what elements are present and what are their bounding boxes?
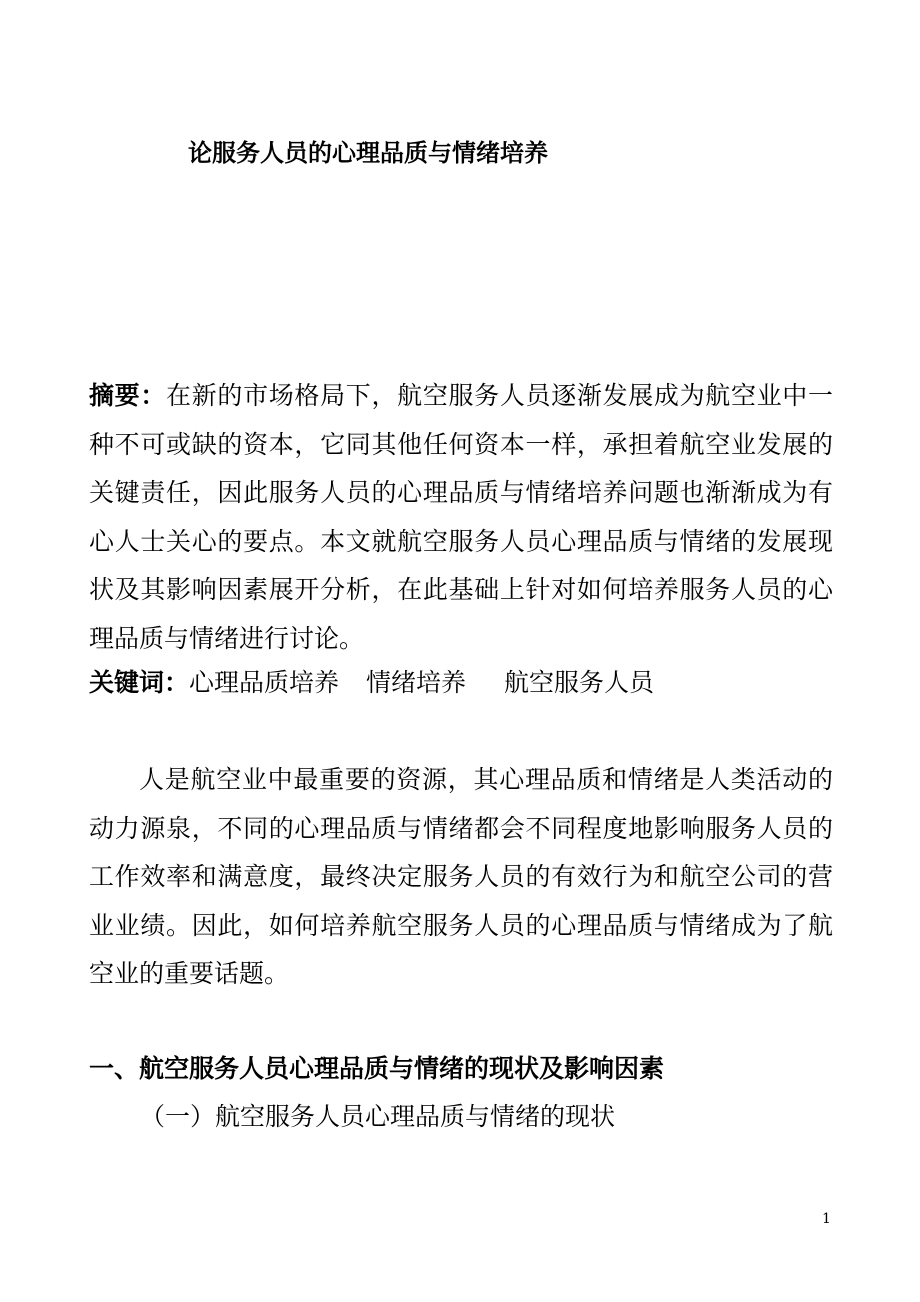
abstract-paragraph: [89, 372, 833, 663]
keyword-item: 航空服务人员: [504, 668, 655, 697]
keyword-item: 心理品质培养: [189, 668, 340, 697]
abstract-text: 在新的市场格局下，航空服务人员逐渐发展成为航空业中一种不可或缺的资本，它同其他任何资本一样，承担着航空业发展的关键责任，因此服务人员的心理品质与情绪培养问题也渐渐成为有心人士关心的要点。本文就航空服务人员心理品质与情绪的发展现状及其影响因素展开分析，在此基础上针对如何培养服务人员的心理品质与情绪进行讨论。: [89, 381, 833, 653]
keyword-item: 情绪培养: [366, 668, 467, 697]
keywords-label: 关键词：: [89, 668, 190, 697]
intro-paragraph: 人是航空业中最重要的资源，其心理品质和情绪是人类活动的动力源泉，不同的心理品质与情绪都会不同程度地影响服务人员的工作效率和满意度，最终决定服务人员的有效行为和航空公司的营业业绩。因此，如何培养航空服务人员的心理品质与情绪成为了航空业的重要话题。: [89, 765, 833, 988]
document-title: 论服务人员的心理品质与情绪培养: [188, 138, 548, 167]
subsection-heading: （一）航空服务人员心理品质与情绪的现状: [140, 1102, 616, 1131]
section-heading: 一、航空服务人员心理品质与情绪的现状及影响因素: [89, 1054, 665, 1083]
page-number: 1: [822, 1211, 831, 1227]
abstract-label: 摘要：: [89, 381, 167, 410]
keywords-line: [89, 663, 833, 703]
